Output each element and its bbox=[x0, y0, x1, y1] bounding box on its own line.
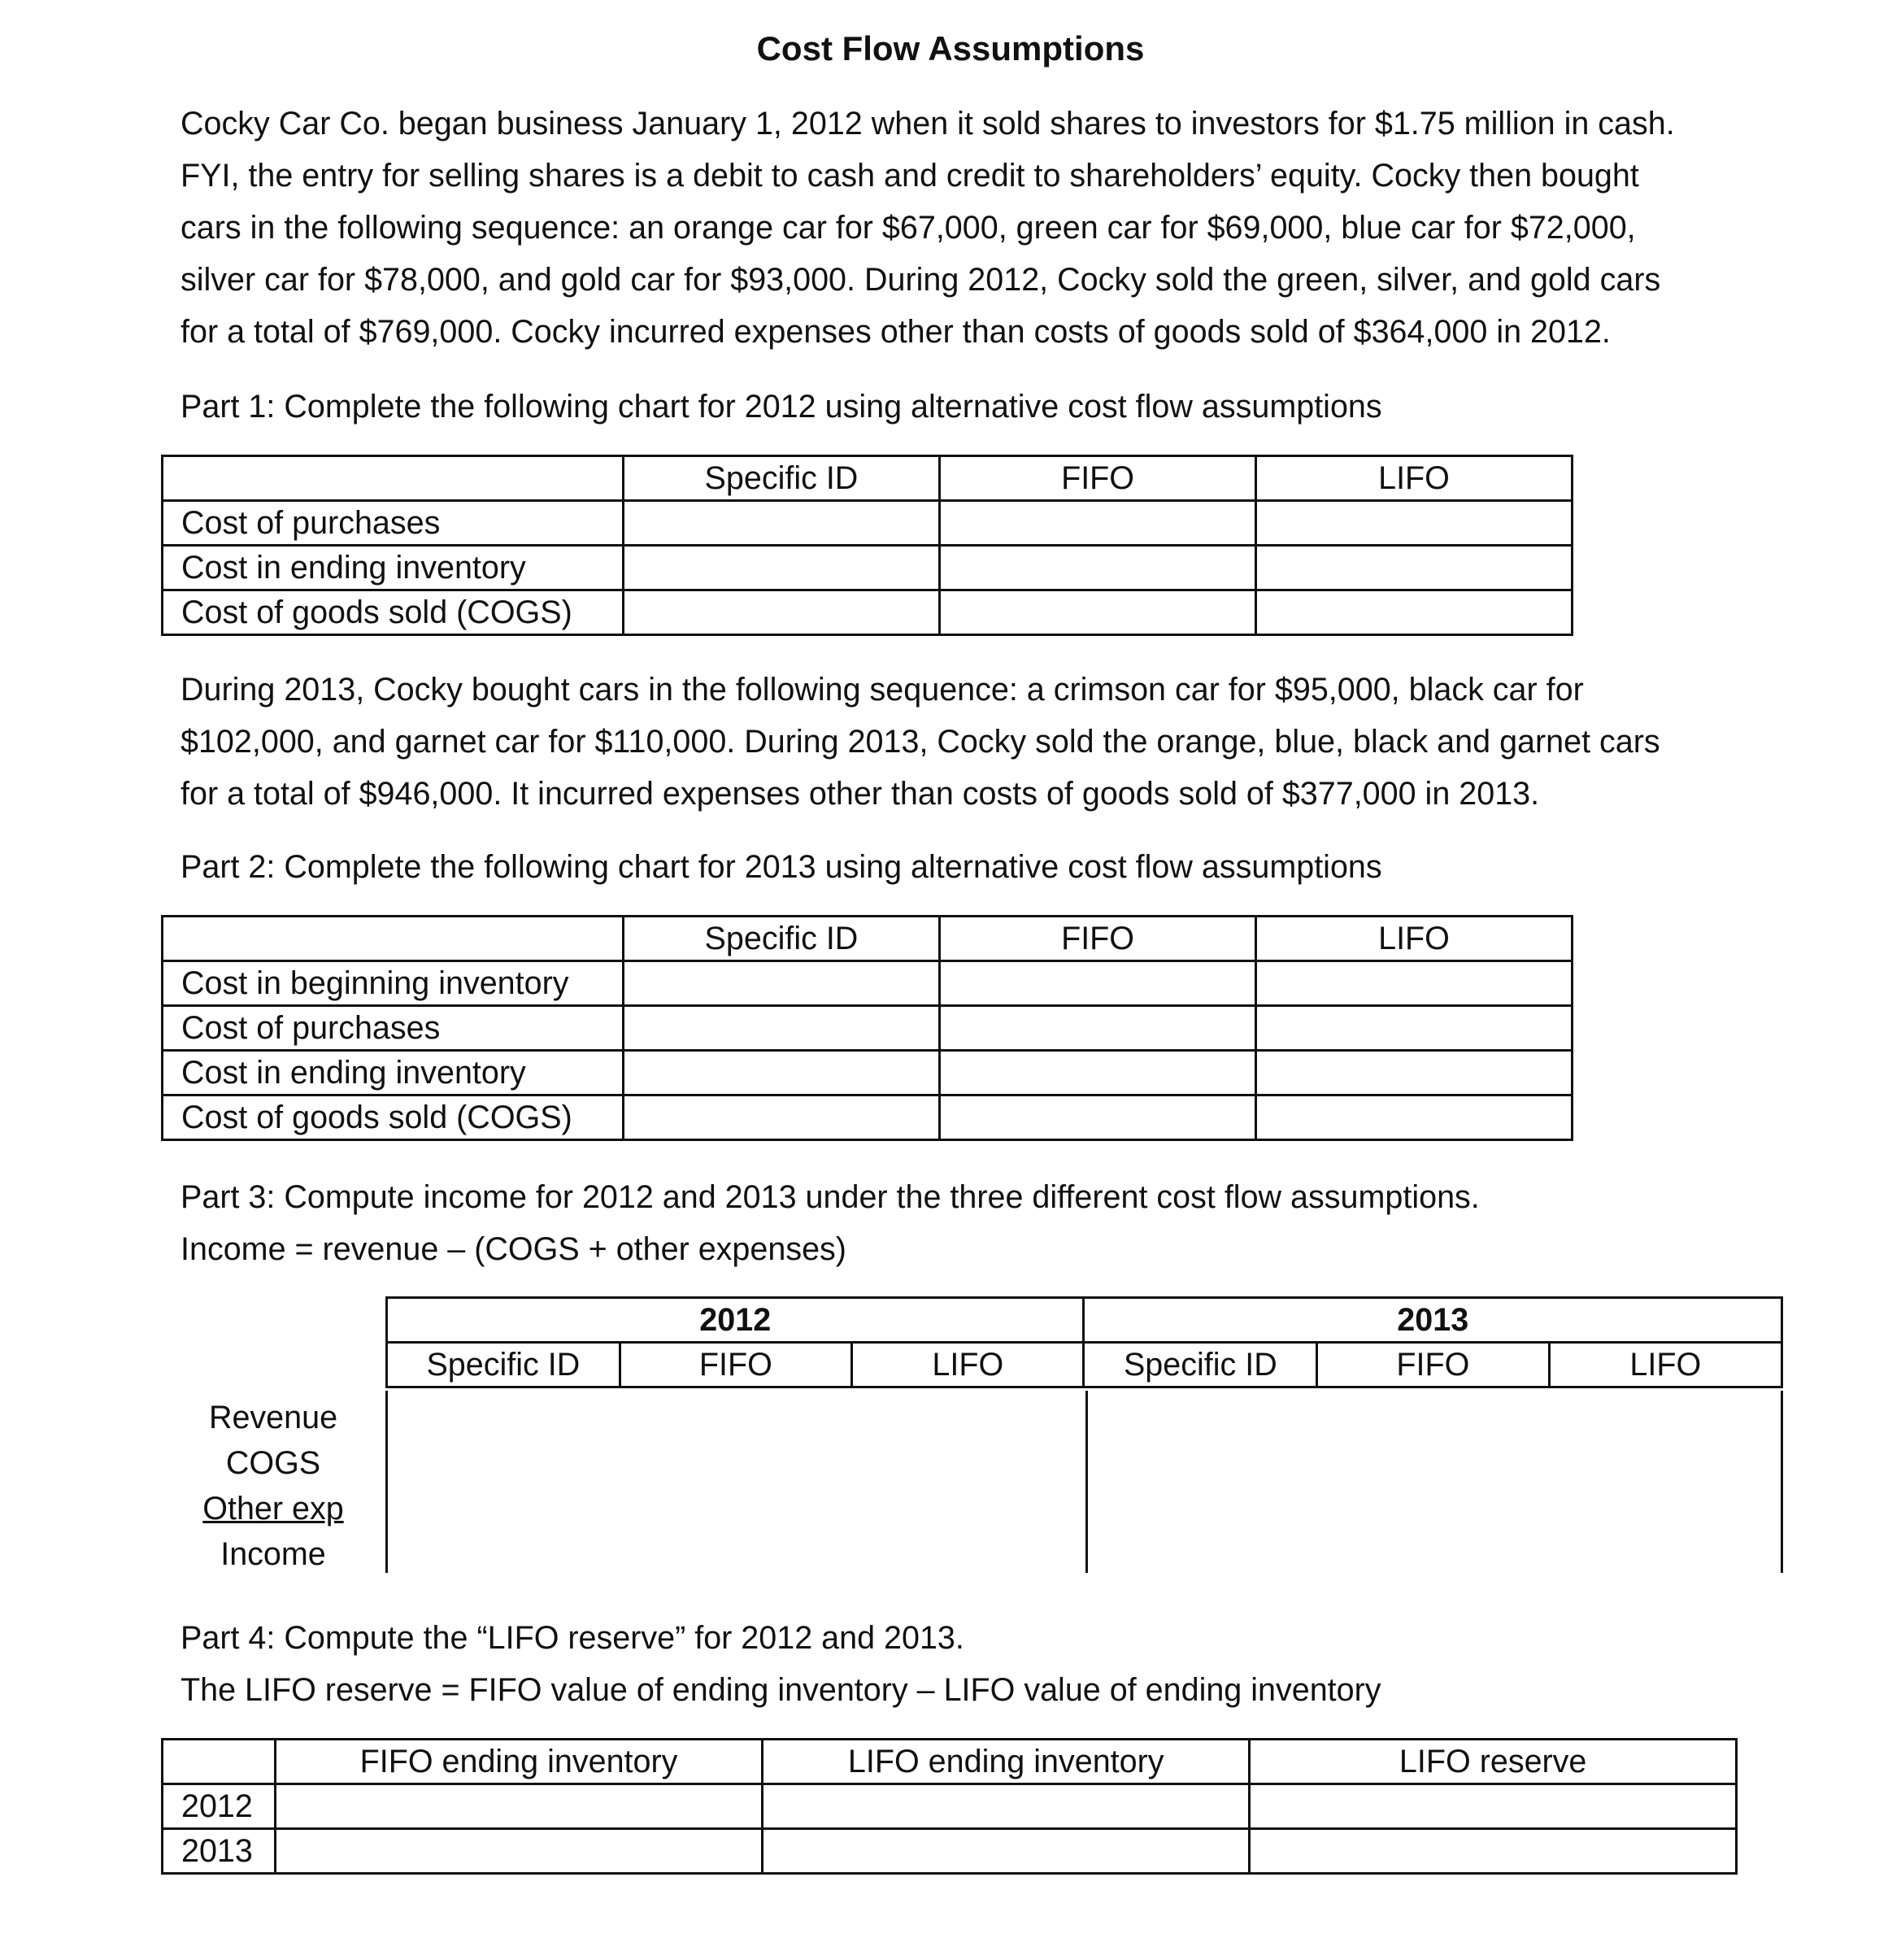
year-header-row bbox=[387, 1298, 1782, 1343]
part1-heading: Part 1: Complete the following chart for 2012 using alternative cost flow assumptions bbox=[181, 389, 1382, 425]
part4-table bbox=[161, 1738, 1738, 1875]
table-row bbox=[163, 501, 1573, 546]
table-header-row bbox=[387, 1343, 1782, 1387]
column-header: LIFO bbox=[1256, 917, 1573, 961]
answer-cell[interactable] bbox=[1256, 961, 1573, 1006]
intro-line: FYI, the entry for selling shares is a debit to cash and credit to shareholders’ equity. Cocky then bought bbox=[181, 158, 1639, 194]
answer-cell[interactable] bbox=[1250, 1784, 1737, 1829]
column-header: FIFO bbox=[620, 1343, 851, 1387]
answer-cell[interactable] bbox=[1256, 1006, 1573, 1051]
column-header: FIFO bbox=[1317, 1343, 1549, 1387]
table-header-row bbox=[163, 917, 1573, 961]
answer-cell[interactable] bbox=[940, 590, 1256, 635]
answer-cell[interactable] bbox=[623, 1051, 939, 1095]
answer-cell[interactable] bbox=[275, 1784, 762, 1829]
answer-cell[interactable] bbox=[1256, 590, 1573, 635]
answer-area-2012[interactable] bbox=[385, 1391, 1088, 1573]
column-header: LIFO bbox=[1256, 456, 1573, 501]
column-header: FIFO bbox=[940, 456, 1256, 501]
part3-formula: Income = revenue – (COGS + other expenses) bbox=[181, 1231, 846, 1267]
year-header: 2013 bbox=[1084, 1298, 1782, 1343]
table-row bbox=[163, 590, 1573, 635]
row-label: 2012 bbox=[163, 1784, 276, 1829]
column-header: LIFO bbox=[852, 1343, 1084, 1387]
row-label-cogs: COGS bbox=[225, 1445, 321, 1481]
answer-cell[interactable] bbox=[1256, 1095, 1573, 1140]
table-row bbox=[163, 1829, 1737, 1874]
mid-paragraph bbox=[181, 664, 1774, 820]
column-header: Specific ID bbox=[387, 1343, 620, 1387]
mid-line: $102,000, and garnet car for $110,000. During 2013, Cocky sold the orange, blue, black and garnet cars bbox=[181, 724, 1660, 760]
table-row bbox=[163, 1095, 1573, 1140]
answer-cell[interactable] bbox=[623, 501, 939, 546]
part4-formula: The LIFO reserve = FIFO value of ending inventory – LIFO value of ending inventory bbox=[181, 1672, 1381, 1708]
column-header: LIFO reserve bbox=[1250, 1740, 1737, 1784]
answer-cell[interactable] bbox=[763, 1829, 1250, 1874]
answer-cell[interactable] bbox=[623, 546, 939, 590]
intro-paragraph bbox=[181, 98, 1774, 358]
row-label-income: Income bbox=[220, 1536, 326, 1572]
answer-cell[interactable] bbox=[1256, 1051, 1573, 1095]
answer-cell[interactable] bbox=[763, 1784, 1250, 1829]
table-row bbox=[163, 961, 1573, 1006]
table-header-row bbox=[163, 1740, 1737, 1784]
row-label: Cost of goods sold (COGS) bbox=[163, 1095, 624, 1140]
column-header: Specific ID bbox=[623, 917, 939, 961]
table-row bbox=[163, 1006, 1573, 1051]
answer-cell[interactable] bbox=[940, 961, 1256, 1006]
table-row bbox=[163, 1051, 1573, 1095]
column-header: LIFO ending inventory bbox=[763, 1740, 1250, 1784]
answer-cell[interactable] bbox=[940, 1051, 1256, 1095]
row-label-revenue: Revenue bbox=[208, 1400, 338, 1435]
column-header: FIFO ending inventory bbox=[275, 1740, 762, 1784]
answer-cell[interactable] bbox=[940, 546, 1256, 590]
answer-cell[interactable] bbox=[1250, 1829, 1737, 1874]
row-label: Cost of purchases bbox=[163, 1006, 624, 1051]
table-row bbox=[163, 1784, 1737, 1829]
mid-line: for a total of $946,000. It incurred expenses other than costs of goods sold of $377,000 in 2013. bbox=[181, 776, 1540, 812]
answer-cell[interactable] bbox=[623, 590, 939, 635]
intro-line: silver car for $78,000, and gold car for $93,000. During 2012, Cocky sold the green, silver, and gold cars bbox=[181, 262, 1661, 298]
answer-cell[interactable] bbox=[275, 1829, 762, 1874]
column-header: LIFO bbox=[1549, 1343, 1781, 1387]
answer-cell[interactable] bbox=[1256, 501, 1573, 546]
row-label-other-exp: Other exp bbox=[202, 1491, 344, 1527]
intro-line: Cocky Car Co. began business January 1, 2012 when it sold shares to investors for $1.75 million in cash. bbox=[181, 106, 1675, 142]
column-header: Specific ID bbox=[623, 456, 939, 501]
column-header: FIFO bbox=[940, 917, 1256, 961]
part1-table bbox=[161, 455, 1573, 636]
answer-cell[interactable] bbox=[940, 1095, 1256, 1140]
part3-heading: Part 3: Compute income for 2012 and 2013 under the three different cost flow assumptions. bbox=[181, 1179, 1480, 1215]
answer-cell[interactable] bbox=[940, 501, 1256, 546]
table-header-row bbox=[163, 456, 1573, 501]
row-label: Cost in ending inventory bbox=[163, 546, 624, 590]
answer-cell[interactable] bbox=[623, 961, 939, 1006]
column-header: Specific ID bbox=[1084, 1343, 1317, 1387]
row-label: Cost in ending inventory bbox=[163, 1051, 624, 1095]
part3-table bbox=[385, 1296, 1783, 1388]
row-label: Cost in beginning inventory bbox=[163, 961, 624, 1006]
answer-cell[interactable] bbox=[1256, 546, 1573, 590]
part2-heading: Part 2: Complete the following chart for 2013 using alternative cost flow assumptions bbox=[181, 849, 1382, 885]
intro-line: cars in the following sequence: an orange car for $67,000, green car for $69,000, blue car for $72,000, bbox=[181, 210, 1636, 246]
page-title: Cost Flow Assumptions bbox=[756, 29, 1145, 68]
intro-line: for a total of $769,000. Cocky incurred expenses other than costs of goods sold of $364,000 in 2012. bbox=[181, 314, 1611, 350]
row-label: 2013 bbox=[163, 1829, 276, 1874]
row-label: Cost of purchases bbox=[163, 501, 624, 546]
table-row bbox=[163, 546, 1573, 590]
part4-heading: Part 4: Compute the “LIFO reserve” for 2012 and 2013. bbox=[181, 1620, 964, 1656]
answer-cell[interactable] bbox=[623, 1006, 939, 1051]
part2-table bbox=[161, 915, 1573, 1141]
answer-area-2013[interactable] bbox=[1083, 1391, 1783, 1573]
answer-cell[interactable] bbox=[940, 1006, 1256, 1051]
mid-line: During 2013, Cocky bought cars in the following sequence: a crimson car for $95,000, black car for bbox=[181, 672, 1584, 708]
answer-cell[interactable] bbox=[623, 1095, 939, 1140]
year-header: 2012 bbox=[387, 1298, 1084, 1343]
row-label: Cost of goods sold (COGS) bbox=[163, 590, 624, 635]
